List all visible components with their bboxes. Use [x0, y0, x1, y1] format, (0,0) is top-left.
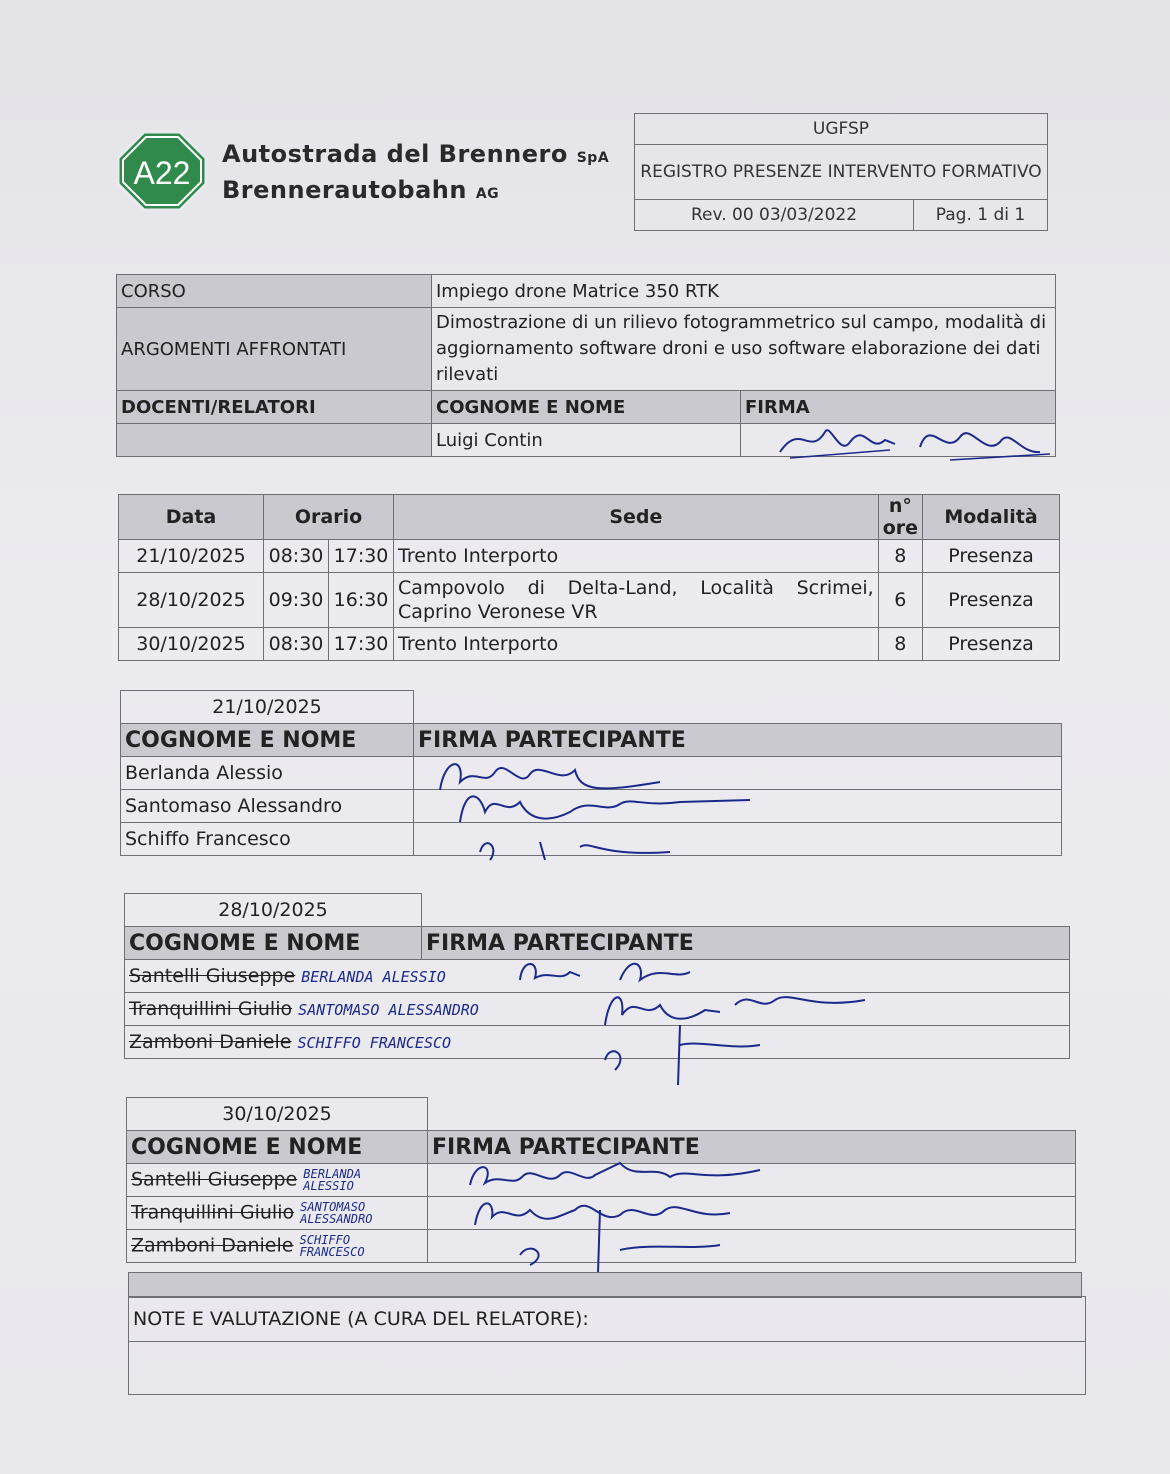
attendee-cell	[127, 1197, 428, 1230]
row-ore: 8	[878, 540, 922, 573]
schedule-row	[119, 540, 1060, 573]
block-date: 30/10/2025	[127, 1098, 428, 1131]
corso-value: Impiego drone Matrice 350 RTK	[432, 275, 1056, 308]
row-end: 17:30	[329, 628, 394, 661]
schedule-row	[119, 628, 1060, 661]
row-end: 17:30	[329, 540, 394, 573]
col-sede: Sede	[394, 495, 879, 540]
block-col-signature: FIRMA PARTECIPANTE	[428, 1131, 1076, 1164]
notes-gray-band	[128, 1272, 1082, 1298]
signatures-block-2	[510, 950, 880, 1090]
brand-suffix-de: AG	[475, 186, 500, 202]
a22-logo	[116, 130, 208, 212]
row-modalita: Presenza	[923, 628, 1060, 661]
notes-table	[128, 1296, 1086, 1395]
firma-label: FIRMA	[741, 391, 1056, 424]
block-col-name: COGNOME E NOME	[127, 1131, 428, 1164]
argomenti-value: Dimostrazione di un rilievo fotogrammetrico sul campo, modalità di aggiornamento software droni e uso software elaborazione dei dati rilevati	[432, 308, 1056, 391]
block-date: 28/10/2025	[125, 894, 422, 927]
row-modalita: Presenza	[923, 540, 1060, 573]
row-start: 08:30	[264, 628, 329, 661]
row-modalita: Presenza	[923, 573, 1060, 628]
attendee-name-struck: Santelli Giuseppe	[131, 1168, 298, 1191]
brand-suffix-it: SpA	[576, 150, 610, 166]
revision: Rev. 00 03/03/2022	[635, 200, 914, 231]
attendee-name-handwritten: SCHIFFO FRANCESCO	[299, 1233, 365, 1259]
notes-label: NOTE E VALUTAZIONE (A CURA DEL RELATORE):	[129, 1297, 1086, 1342]
docente-signature	[770, 412, 1060, 468]
attendee-cell	[127, 1230, 428, 1263]
signatures-block-3	[460, 1155, 800, 1275]
attendee-name-struck: Tranquillini Giulio	[129, 998, 293, 1020]
block-col-signature: FIRMA PARTECIPANTE	[414, 724, 1062, 757]
row-date: 28/10/2025	[119, 573, 264, 628]
attendee-cell	[127, 1164, 428, 1197]
block-date: 21/10/2025	[121, 691, 414, 724]
signatures-block-1	[430, 752, 760, 864]
brand-name-it: Autostrada del Brennero	[222, 140, 568, 168]
office-code: UGFSP	[635, 114, 1048, 145]
attendee-name-handwritten: SANTOMASO ALESSANDRO	[298, 1001, 479, 1019]
row-ore: 8	[878, 628, 922, 661]
docenti-empty	[117, 424, 432, 457]
attendee-name-struck: Zamboni Daniele	[131, 1234, 294, 1257]
attendee-name: Schiffo Francesco	[121, 823, 414, 856]
notes-area	[129, 1342, 1086, 1395]
block-col-signature: FIRMA PARTECIPANTE	[422, 927, 1070, 960]
logo-text: A22	[133, 155, 191, 191]
col-modalita: Modalità	[923, 495, 1060, 540]
attendee-name: Berlanda Alessio	[121, 757, 414, 790]
attendee-name-struck: Santelli Giuseppe	[129, 965, 296, 987]
row-sede: Campovolo di Delta-Land, Località Scrimei, Caprino Veronese VR	[394, 573, 879, 628]
brand-name-de: Brennerautobahn	[222, 176, 467, 204]
cognome-label: COGNOME E NOME	[432, 391, 741, 424]
attendee-name-handwritten: BERLANDA ALESSIO	[301, 968, 446, 986]
corso-label: CORSO	[117, 275, 432, 308]
row-sede: Trento Interporto	[394, 540, 879, 573]
spacer	[422, 894, 1070, 927]
row-ore: 6	[878, 573, 922, 628]
col-ore: n° ore	[878, 495, 922, 540]
row-sede: Trento Interporto	[394, 628, 879, 661]
schedule-table	[118, 494, 1060, 661]
attendee-name: Santomaso Alessandro	[121, 790, 414, 823]
col-orario: Orario	[264, 495, 394, 540]
attendee-name-handwritten: SANTOMASO ALESSANDRO	[300, 1200, 373, 1226]
docente-name: Luigi Contin	[432, 424, 741, 457]
brand-line-2	[222, 176, 499, 204]
row-start: 09:30	[264, 573, 329, 628]
row-date: 30/10/2025	[119, 628, 264, 661]
spacer	[428, 1098, 1076, 1131]
spacer	[414, 691, 1062, 724]
page-number: Pag. 1 di 1	[914, 200, 1048, 231]
row-date: 21/10/2025	[119, 540, 264, 573]
attendee-name-struck: Tranquillini Giulio	[131, 1201, 295, 1224]
brand-line-1	[222, 140, 609, 168]
attendee-name-handwritten: SCHIFFO FRANCESCO	[297, 1034, 452, 1052]
document-header-table	[634, 113, 1048, 231]
document-title: REGISTRO PRESENZE INTERVENTO FORMATIVO	[635, 145, 1048, 200]
attendee-name-struck: Zamboni Daniele	[129, 1031, 292, 1053]
argomenti-label: ARGOMENTI AFFRONTATI	[117, 308, 432, 391]
block-col-name: COGNOME E NOME	[125, 927, 422, 960]
col-data: Data	[119, 495, 264, 540]
row-start: 08:30	[264, 540, 329, 573]
row-end: 16:30	[329, 573, 394, 628]
block-col-name: COGNOME E NOME	[121, 724, 414, 757]
docenti-label: DOCENTI/RELATORI	[117, 391, 432, 424]
schedule-row	[119, 573, 1060, 628]
attendee-name-handwritten: BERLANDA ALESSIO	[303, 1167, 362, 1193]
